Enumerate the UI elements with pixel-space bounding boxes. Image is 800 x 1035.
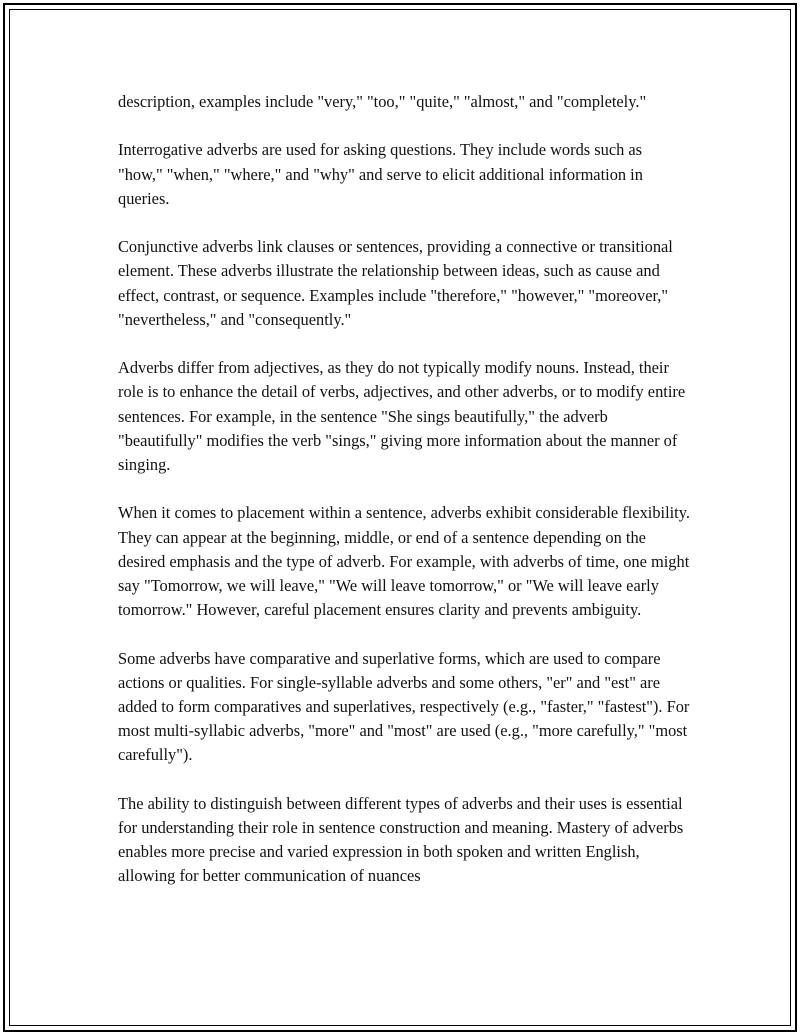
paragraph-interrogative-adverbs: Interrogative adverbs are used for asking questions. They include words such as "how," "when," "where," and "why" and serve to elicit additional information in queries.	[118, 140, 643, 208]
document-body	[118, 90, 690, 889]
paragraph-adverb-placement: When it comes to placement within a sentence, adverbs exhibit considerable flexibility. They can appear at the beginning, middle, or end of a sentence depending on the desired emphasis and the type of adverb. For example, with adverbs of time, one might say "Tomorrow, we will leave," "We will leave tomorrow," or "We will leave early tomorrow." However, careful placement ensures clarity and prevents ambiguity.	[118, 503, 690, 620]
paragraph-comparative-forms: Some adverbs have comparative and superlative forms, which are used to compare actions or qualities. For single-syllable adverbs and some others, "er" and "est" are added to form comparatives and superlatives, respectively (e.g., "faster," "fastest"). For most multi-syllabic adverbs, "more" and "most" are used (e.g., "more carefully," "most carefully").	[118, 648, 690, 765]
paragraph-intensifier-examples: description, examples include "very," "too," "quite," "almost," and "completely."	[118, 92, 647, 111]
paragraph-adverbs-vs-adjectives: Adverbs differ from adjectives, as they do not typically modify nouns. Instead, their role is to enhance the detail of verbs, adjectives, and other adverbs, or to modify entire sentences. For example, in the sentence "She sings beautifully," the adverb "beautifully" modifies the verb "sings," giving more information about the manner of singing.	[118, 358, 686, 474]
paragraph-conjunctive-adverbs: Conjunctive adverbs link clauses or sentences, providing a connective or transitional element. These adverbs illustrate the relationship between ideas, such as cause and effect, contrast, or sequence. Examples include "therefore," "however," "moreover," "nevertheless," and "consequently."	[118, 237, 673, 329]
paragraph-adverb-mastery: The ability to distinguish between different types of adverbs and their uses is essential for understanding their role in sentence construction and meaning. Mastery of adverbs enables more precise and varied expression in both spoken and written English, allowing for better communication of nuances	[118, 793, 684, 886]
